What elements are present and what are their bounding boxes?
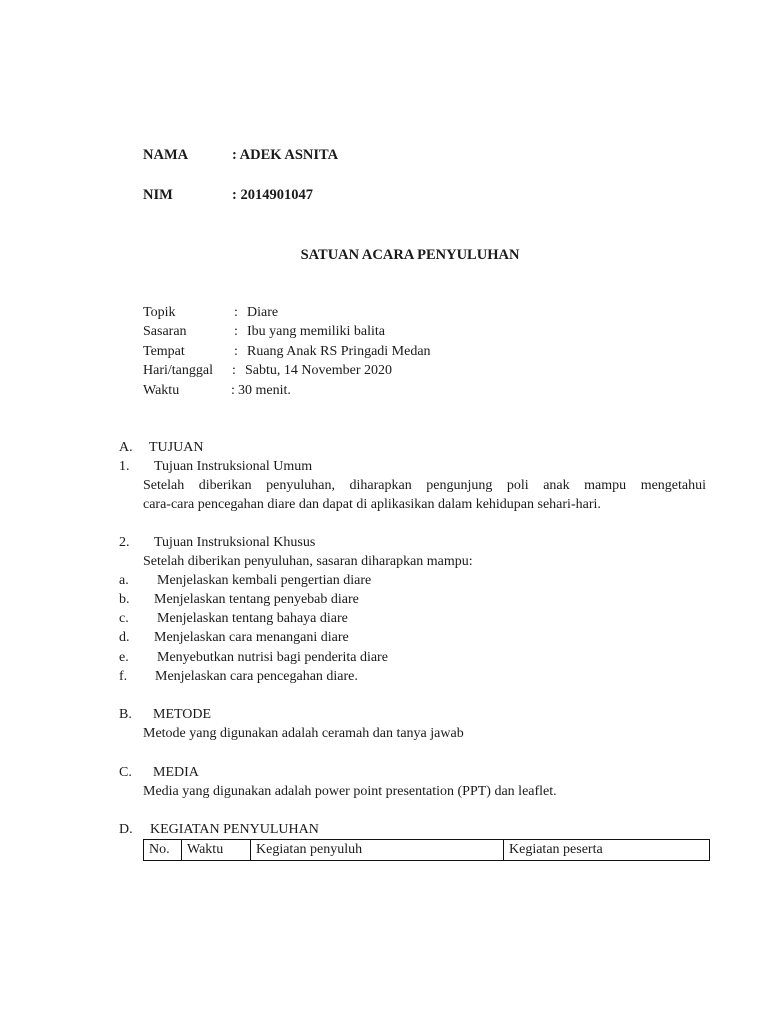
section-b-text: Metode yang digunakan adalah ceramah dan tanya jawab	[143, 726, 464, 741]
section-b-marker: B.	[119, 707, 132, 722]
list-item-e: Menyebutkan nutrisi bagi penderita diare	[157, 650, 388, 665]
item-2-title: Tujuan Instruksional Khusus	[154, 535, 316, 550]
kegiatan-table	[143, 839, 710, 861]
list-marker-c: c.	[119, 611, 129, 626]
item-1-title: Tujuan Instruksional Umum	[154, 459, 313, 474]
info-label-tempat: Tempat	[143, 344, 185, 359]
section-c-text: Media yang digunakan adalah power point presentation (PPT) dan leaflet.	[143, 784, 557, 799]
section-b-heading: METODE	[153, 707, 212, 722]
info-sep: :	[234, 305, 238, 320]
list-marker-a: a.	[119, 573, 129, 588]
list-marker-d: d.	[119, 630, 130, 645]
item-1-number: 1.	[119, 459, 130, 474]
nim-value: : 2014901047	[232, 187, 313, 203]
info-sep: :	[234, 344, 238, 359]
list-item-b: Menjelaskan tentang penyebab diare	[154, 592, 359, 607]
nama-label: NAMA	[143, 147, 189, 163]
section-a-marker: A.	[119, 440, 133, 455]
table-header-kegiatan-penyuluh: Kegiatan penyuluh	[251, 840, 504, 861]
info-value-sasaran: Ibu yang memiliki balita	[247, 324, 386, 339]
section-d-heading: KEGIATAN PENYULUHAN	[150, 822, 319, 837]
section-d-marker: D.	[119, 822, 133, 837]
list-item-a: Menjelaskan kembali pengertian diare	[157, 573, 372, 588]
info-sep: :	[231, 383, 235, 398]
nama-value: : ADEK ASNITA	[232, 147, 339, 163]
item-1-text-line1: Setelah diberikan penyuluhan, diharapkan pengunjung poli anak mampu mengetahui	[143, 478, 706, 493]
table-header-waktu: Waktu	[182, 840, 251, 861]
section-c-heading: MEDIA	[153, 765, 199, 780]
info-sep: :	[234, 324, 238, 339]
document-title: SATUAN ACARA PENYULUHAN	[300, 247, 520, 263]
section-c-marker: C.	[119, 765, 132, 780]
info-value-waktu: 30 menit.	[238, 383, 291, 398]
info-value-hari-tanggal: Sabtu, 14 November 2020	[245, 363, 392, 378]
table-header-no: No.	[144, 840, 182, 861]
info-label-waktu: Waktu	[143, 383, 180, 398]
info-sep: :	[232, 363, 236, 378]
list-marker-e: e.	[119, 650, 129, 665]
table-header-row	[144, 840, 710, 861]
item-1-text-line2: cara-cara pencegahan diare dan dapat di aplikasikan dalam kehidupan sehari-hari.	[143, 497, 601, 512]
info-value-topik: Diare	[247, 305, 279, 320]
nim-label: NIM	[143, 187, 173, 203]
table-header-kegiatan-peserta: Kegiatan peserta	[504, 840, 710, 861]
info-label-sasaran: Sasaran	[143, 324, 187, 339]
item-2-number: 2.	[119, 535, 130, 550]
item-2-intro: Setelah diberikan penyuluhan, sasaran diharapkan mampu:	[143, 554, 473, 569]
list-marker-f: f.	[119, 669, 128, 684]
section-a-heading: TUJUAN	[149, 440, 204, 455]
info-label-topik: Topik	[143, 305, 176, 320]
list-marker-b: b.	[119, 592, 130, 607]
info-label-hari-tanggal: Hari/tanggal	[143, 363, 213, 378]
list-item-c: Menjelaskan tentang bahaya diare	[157, 611, 348, 626]
info-value-tempat: Ruang Anak RS Pringadi Medan	[247, 344, 431, 359]
list-item-f: Menjelaskan cara pencegahan diare.	[155, 669, 358, 684]
list-item-d: Menjelaskan cara menangani diare	[154, 630, 349, 645]
